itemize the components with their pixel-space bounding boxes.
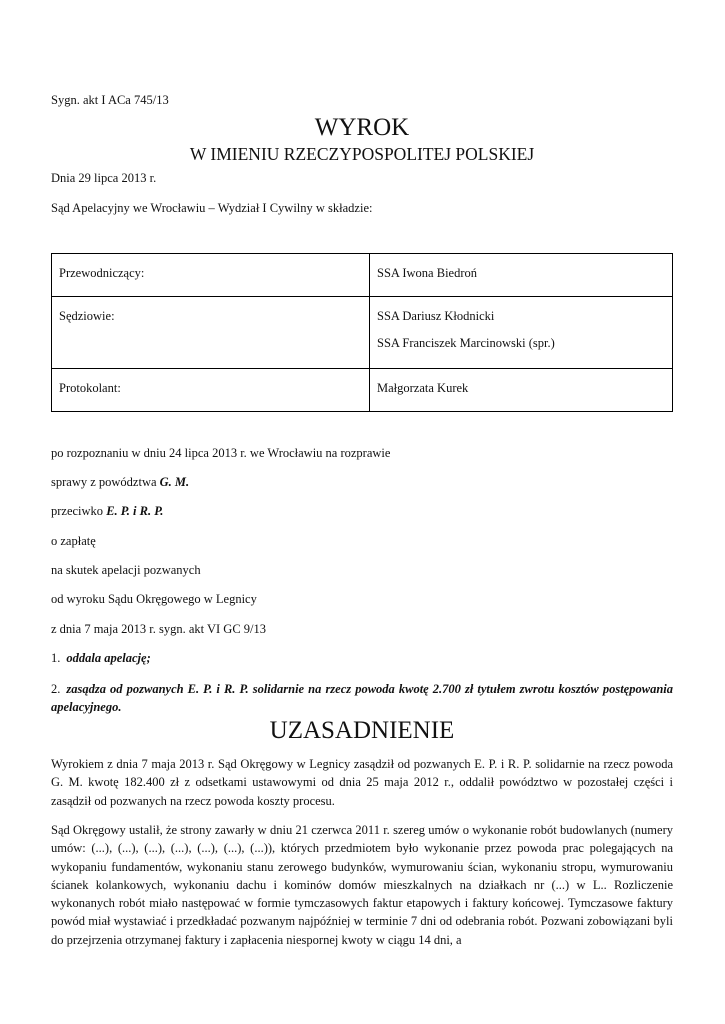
composition-names: Małgorzata Kurek: [370, 369, 673, 412]
composition-names: SSA Iwona Biedroń: [370, 254, 673, 297]
plaintiff-line: sprawy z powództwa G. M.: [51, 475, 190, 489]
judgment-subtitle: W IMIENIU RZECZYPOSPOLITEJ POLSKIEJ: [189, 144, 535, 164]
composition-row: [52, 297, 673, 369]
lower-court-date-line: z dnia 7 maja 2013 r. sygn. akt VI GC 9/13: [51, 622, 267, 636]
lower-court-line: od wyroku Sądu Okręgowego w Legnicy: [51, 592, 257, 606]
composition-row: [52, 369, 673, 412]
composition-role: Przewodniczący:: [52, 254, 370, 297]
order-item: 2. zasądza od pozwanych E. P. i R. P. solidarnie na rzecz powoda kwotę 2.700 zł tytułem zwrotu kosztów postępowania apelacyjnego.: [51, 682, 673, 714]
justification-paragraph: Sąd Okręgowy ustalił, że strony zawarły w dniu 21 czerwca 2011 r. szereg umów o wykonanie robót budowlanych (numery umów: (...), (...), (...), (...), (...), (...), (...)), których przedmiotem było wykonanie przez powoda prac polegających na wykopaniu fundamentów, wykonaniu stanu zerowego budynków, wymurowaniu ścian, wykonaniu stropu, wymurowaniu ścianek kolankowych, wykonaniu dachu i kominów domów mieszkalnych na działkach nr (...) w L.. Rozliczenie wykonanych robót miało następować w formie tymczasowych faktur etapowych i faktury końcowej. Tymczasowe faktury powód miał wystawiać i przedkładać pozwanym najpóźniej w terminie 7 dni od odebrania robót. Pozwani zobowiązani byli do przejrzenia otrzymanej faktury i zapłacenia niespornej kwoty w ciągu 14 dni, a: [51, 823, 673, 947]
composition-row: [52, 254, 673, 297]
composition-role: Sędziowie:: [52, 297, 370, 369]
judgment-date: Dnia 29 lipca 2013 r.: [51, 171, 157, 185]
court-composition-table: [51, 253, 673, 412]
defendants-line: przeciwko E. P. i R. P.: [51, 504, 164, 518]
justification-paragraph: Wyrokiem z dnia 7 maja 2013 r. Sąd Okręgowy w Legnicy zasądził od pozwanych E. P. i R. P. solidarnie na rzecz powoda G. M. kwotę 182.400 zł z odsetkami ustawowymi od dnia 25 maja 2012 r., oddalił powództwo w pozostałej części i zasądził od pozwanych na rzecz powoda koszty procesu.: [51, 757, 673, 808]
composition-names: SSA Dariusz Kłodnicki SSA Franciszek Marcinowski (spr.): [370, 297, 673, 369]
composition-role: Protokolant:: [52, 369, 370, 412]
appeal-line: na skutek apelacji pozwanych: [51, 563, 201, 577]
defendants-names: E. P. i R. P.: [106, 504, 164, 518]
proceedings-line: po rozpoznaniu w dniu 24 lipca 2013 r. we Wrocławiu na rozprawie: [51, 446, 391, 460]
judgment-title: WYROK: [314, 114, 410, 141]
subject-line: o zapłatę: [51, 534, 96, 548]
case-signature: Sygn. akt I ACa 745/13: [51, 93, 169, 107]
justification-heading: UZASADNIENIE: [269, 717, 455, 744]
court-composition-intro: Sąd Apelacyjny we Wrocławiu – Wydział I Cywilny w składzie:: [51, 201, 373, 215]
plaintiff-name: G. M.: [159, 475, 190, 489]
order-item: 1. oddala apelację;: [51, 651, 151, 665]
